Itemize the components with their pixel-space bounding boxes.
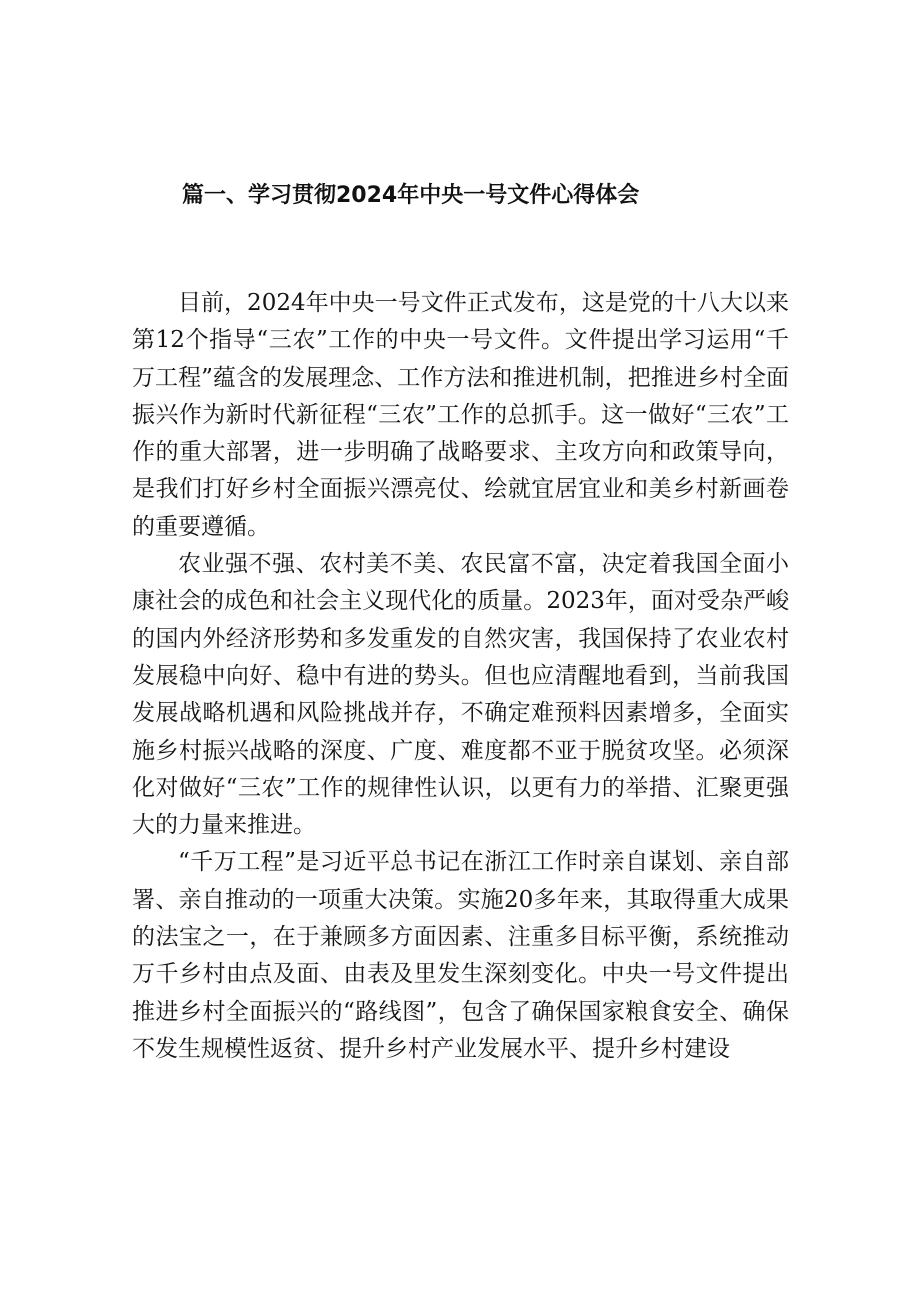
paragraph-1: 目前，2024年中央一号文件正式发布，这是党的十八大以来第12个指导“三农”工作的中央一号文件。文件提出学习运用“千万工程”蕴含的发展理念、工作方法和推进机制，把推进乡村全面振兴作为新时代新征程“三农”工作的总抓手。这一做好“三农”工作的重大部署，进一步明确了战略要求、主攻方向和政策导向，是我们打好乡村全面振兴漂亮仗、绘就宜居宜业和美乡村新画卷的重要遵循。 [132, 290, 789, 540]
document-title: 篇一、学习贯彻2024年中央一号文件心得体会 [182, 183, 640, 208]
paragraph-3: “千万工程”是习近平总书记在浙江工作时亲自谋划、亲自部署、亲自推动的一项重大决策。实施20多年来，其取得重大成果的法宝之一，在于兼顾多方面因素、注重多目标平衡，系统推动万千乡村由点及面、由表及里发生深刻变化。中央一号文件提出推进乡村全面振兴的“路线图”，包含了确保国家粮食安全、确保不发生规模性返贫、提升乡村产业发展水平、提升乡村建设 [132, 849, 789, 1062]
paragraph-2: 农业强不强、农村美不美、农民富不富，决定着我国全面小康社会的成色和社会主义现代化的质量。2023年，面对受杂严峻的国内外经济形势和多发重发的自然灾害，我国保持了农业农村发展稳中向好、稳中有进的势头。但也应清醒地看到，当前我国发展战略机遇和风险挑战并存，不确定难预料因素增多，全面实施乡村振兴战略的深度、广度、难度都不亚于脱贫攻坚。必须深化对做好“三农”工作的规律性认识，以更有力的举措、汇聚更强大的力量来推进。 [132, 551, 789, 839]
document-body [132, 285, 789, 1068]
